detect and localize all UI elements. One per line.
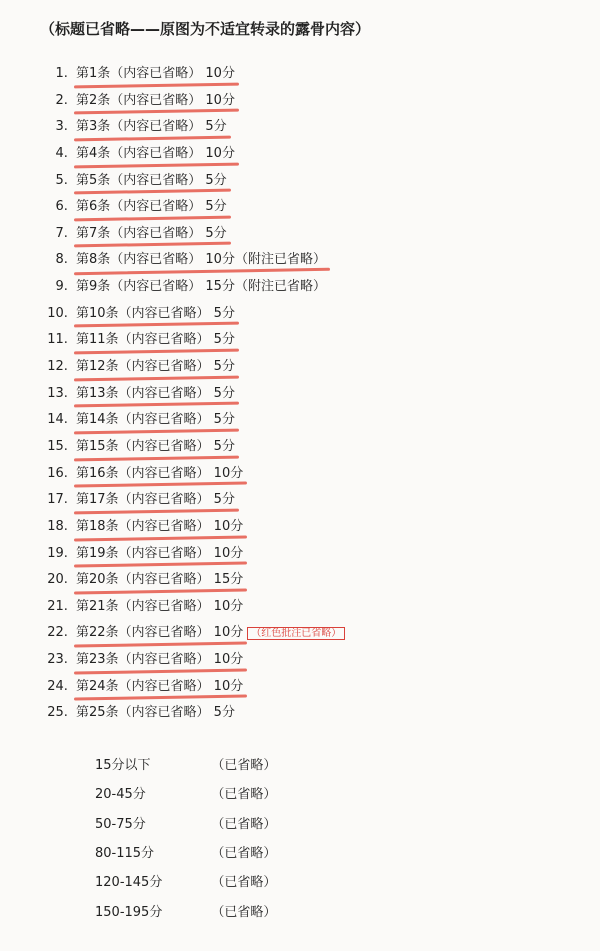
list-item: 10. 第10条（内容已省略） 5分: [72, 301, 570, 328]
list-item: 6. 第6条（内容已省略） 5分: [72, 194, 570, 221]
list-item: 13. 第13条（内容已省略） 5分: [72, 381, 570, 408]
score-band-row: 20-45分 （已省略）: [95, 787, 277, 803]
list-item: 11. 第11条（内容已省略） 5分: [72, 327, 570, 354]
list-item: 17. 第17条（内容已省略） 5分: [72, 487, 570, 514]
list-item: 5. 第5条（内容已省略） 5分: [72, 168, 570, 195]
list-item: 21. 第21条（内容已省略） 10分: [72, 594, 570, 621]
numbered-list: [54, 61, 570, 727]
list-item: 14. 第14条（内容已省略） 5分: [72, 407, 570, 434]
list-item: 8. 第8条（内容已省略） 10分（附注已省略）: [72, 247, 570, 274]
list-item: 15. 第15条（内容已省略） 5分: [72, 434, 570, 461]
red-annotation: （红色批注已省略）: [247, 627, 345, 640]
list-item: 3. 第3条（内容已省略） 5分: [72, 114, 570, 141]
list-item: 16. 第16条（内容已省略） 10分: [72, 461, 570, 488]
list-item: 1. 第1条（内容已省略） 10分: [72, 61, 570, 88]
list-item: 12. 第12条（内容已省略） 5分: [72, 354, 570, 381]
list-item: 19. 第19条（内容已省略） 10分: [72, 541, 570, 568]
list-item: 22. 第22条（内容已省略） 10分 （红色批注已省略）: [72, 620, 570, 647]
list-item: 18. 第18条（内容已省略） 10分: [72, 514, 570, 541]
score-band-table: [94, 751, 277, 927]
page-title: （标题已省略——原图为不适宜转录的露骨内容）: [40, 20, 371, 38]
list-item: 9. 第9条（内容已省略） 15分（附注已省略）: [72, 274, 570, 301]
list-item: 7. 第7条（内容已省略） 5分: [72, 221, 570, 248]
list-item: 2. 第2条（内容已省略） 10分: [72, 88, 570, 115]
list-item: 20. 第20条（内容已省略） 15分: [72, 567, 570, 594]
list-item: 23. 第23条（内容已省略） 10分: [72, 647, 570, 674]
list-item: 24. 第24条（内容已省略） 10分: [72, 674, 570, 701]
score-band-row: 80-115分 （已省略）: [95, 845, 277, 861]
score-band-row: 150-195分 （已省略）: [95, 904, 277, 920]
score-band-row: 15分以下 （已省略）: [95, 758, 277, 774]
list-item: 25. 第25条（内容已省略） 5分: [72, 700, 570, 727]
score-band-row: 120-145分 （已省略）: [95, 875, 277, 891]
score-band-row: 50-75分 （已省略）: [95, 816, 277, 832]
list-item: 4. 第4条（内容已省略） 10分: [72, 141, 570, 168]
